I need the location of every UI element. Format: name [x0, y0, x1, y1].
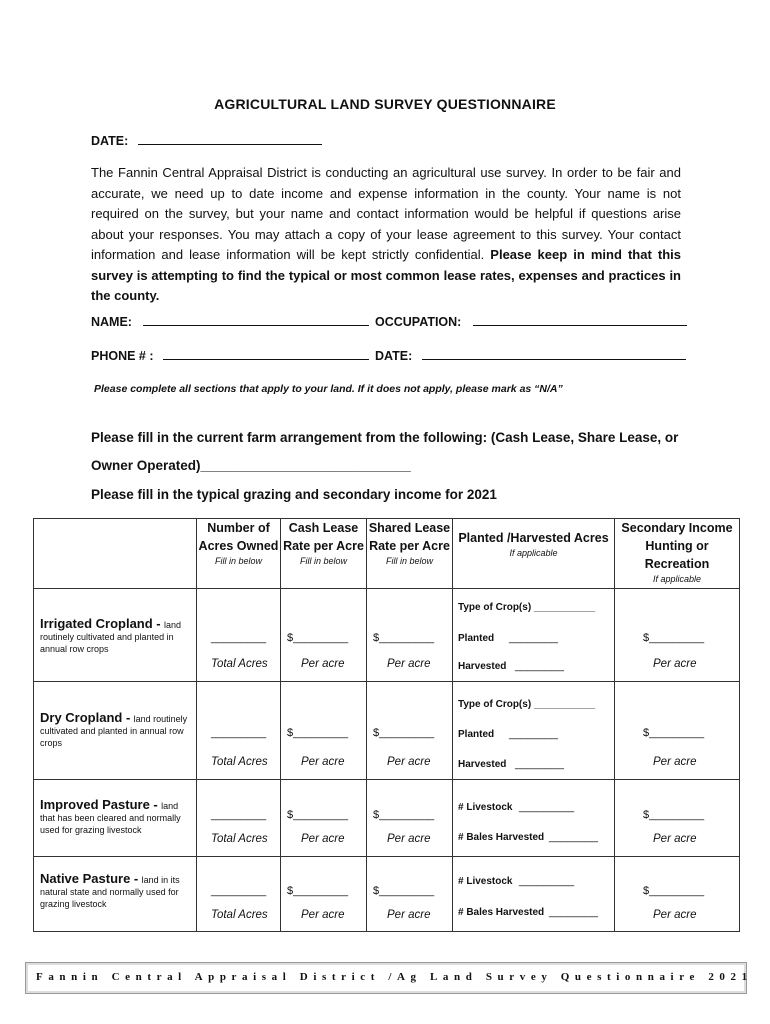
type-of-crops[interactable]: Type of Crop(s) ___________	[458, 602, 596, 613]
secondary-blank[interactable]: $_________	[643, 885, 705, 897]
row-label-cell	[34, 780, 197, 857]
secondary-cell[interactable]	[615, 589, 740, 682]
header-planted-label: Planted /Harvested Acres	[458, 531, 609, 545]
survey-table	[33, 518, 740, 932]
bales-label: # Bales Harvested	[458, 832, 545, 843]
bales-label: # Bales Harvested	[458, 907, 545, 918]
arrangement-instruction-line2[interactable]: Owner Operated)____________________________	[91, 458, 411, 473]
harvested-label: Harvested	[458, 759, 507, 770]
total-acres-label: Total Acres	[211, 833, 268, 845]
row-title-inline: land	[161, 801, 179, 811]
phone-field[interactable]	[91, 348, 369, 363]
livestock-blank[interactable]: _________	[519, 801, 575, 813]
shared-cell[interactable]	[367, 682, 453, 780]
per-acre-label: Per acre	[653, 909, 697, 921]
cash-cell[interactable]	[281, 589, 367, 682]
header-cash	[281, 519, 367, 589]
occupation-field[interactable]	[375, 314, 687, 329]
cash-cell[interactable]	[281, 780, 367, 857]
arrangement-instruction: Please fill in the current farm arrangement from the following: (Cash Lease, Share Lease, or	[91, 430, 679, 445]
total-acres-label: Total Acres	[211, 658, 268, 670]
shared-blank[interactable]: $_________	[373, 809, 435, 821]
row-title-inline: land in its	[141, 875, 180, 885]
intro-paragraph	[91, 163, 681, 307]
planted-blank[interactable]: ________	[509, 728, 558, 740]
header-secondary-label: Secondary Income Hunting or Recreation	[621, 521, 733, 571]
acres-blank[interactable]: _________	[211, 632, 267, 644]
intro-text: The Fannin Central Appraisal District is conducting an agricultural use survey. In order to be fair and accurate, we need up to date income and expense information in the county. Your name is not required on the survey, but your name and contact information would be helpful if questions arise about your responses. You may attach a copy of your lease agreement to this survey. Your contact information and lease information will be kept strictly confidential.	[91, 165, 681, 262]
secondary-cell[interactable]	[615, 857, 740, 932]
cash-blank[interactable]: $_________	[287, 809, 349, 821]
row-label-cell	[34, 589, 197, 682]
acres-blank[interactable]: _________	[211, 727, 267, 739]
livestock-blank[interactable]: _________	[519, 875, 575, 887]
harvested-blank[interactable]: ________	[515, 758, 564, 770]
shared-blank[interactable]: $_________	[373, 632, 435, 644]
survey-date-field[interactable]	[91, 133, 322, 148]
total-acres-label: Total Acres	[211, 909, 268, 921]
table-row	[34, 857, 740, 932]
header-planted-sub: If applicable	[509, 548, 558, 558]
date-field[interactable]	[375, 348, 686, 363]
acres-cell[interactable]	[197, 682, 281, 780]
acres-blank[interactable]: _________	[211, 809, 267, 821]
phone-label: PHONE # :	[91, 349, 154, 363]
row-title: Improved Pasture -	[40, 797, 158, 812]
shared-cell[interactable]	[367, 780, 453, 857]
shared-blank[interactable]: $_________	[373, 885, 435, 897]
header-cash-label: Cash Lease Rate per Acre	[283, 521, 364, 553]
secondary-cell[interactable]	[615, 780, 740, 857]
per-acre-label: Per acre	[387, 658, 431, 670]
planted-cell[interactable]	[453, 589, 615, 682]
acres-cell[interactable]	[197, 780, 281, 857]
footer-text: Fannin Central Appraisal District /Ag Land Survey Questionnaire 2021	[36, 971, 753, 983]
per-acre-label: Per acre	[653, 756, 697, 768]
per-acre-label: Per acre	[387, 833, 431, 845]
header-blank	[34, 519, 197, 589]
date2-label: DATE:	[375, 349, 413, 363]
header-shared-label: Shared Lease Rate per Acre	[368, 521, 451, 553]
acres-cell[interactable]	[197, 589, 281, 682]
header-acres-label: Number of Acres Owned	[198, 521, 279, 553]
row-title: Native Pasture -	[40, 871, 139, 886]
header-acres	[197, 519, 281, 589]
planted-label: Planted	[458, 729, 495, 740]
planted-cell[interactable]	[453, 682, 615, 780]
cash-cell[interactable]	[281, 682, 367, 780]
row-label-cell	[34, 857, 197, 932]
page-footer	[25, 962, 753, 994]
bales-blank[interactable]: ________	[549, 906, 598, 918]
header-shared	[367, 519, 453, 589]
per-acre-label: Per acre	[653, 658, 697, 670]
per-acre-label: Per acre	[301, 756, 345, 768]
planted-cell[interactable]	[453, 780, 615, 857]
per-acre-label: Per acre	[387, 909, 431, 921]
secondary-blank[interactable]: $_________	[643, 632, 705, 644]
instruction-note: Please complete all sections that apply to your land. If it does not apply, please mark as “N/A”	[94, 383, 563, 395]
secondary-cell[interactable]	[615, 682, 740, 780]
planted-cell[interactable]	[453, 857, 615, 932]
livestock-label: # Livestock	[458, 876, 513, 887]
total-acres-label: Total Acres	[211, 756, 268, 768]
date2-blank[interactable]	[422, 348, 686, 360]
header-row	[34, 519, 740, 589]
page-title: AGRICULTURAL LAND SURVEY QUESTIONNAIRE	[214, 96, 556, 112]
harvested-blank[interactable]: ________	[515, 660, 564, 672]
row-title: Dry Cropland -	[40, 710, 131, 725]
name-blank[interactable]	[143, 314, 369, 326]
per-acre-label: Per acre	[301, 658, 345, 670]
shared-blank[interactable]: $_________	[373, 727, 435, 739]
occupation-blank[interactable]	[473, 314, 687, 326]
header-cash-sub: Fill in below	[299, 556, 348, 566]
acres-blank[interactable]: _________	[211, 885, 267, 897]
phone-blank[interactable]	[163, 348, 369, 360]
header-planted	[453, 519, 615, 589]
row-description: cultivated and planted in annual row crops	[40, 726, 184, 748]
date-label: DATE:	[91, 134, 129, 148]
header-acres-sub: Fill in below	[214, 556, 263, 566]
per-acre-label: Per acre	[301, 909, 345, 921]
cash-blank[interactable]: $_________	[287, 727, 349, 739]
livestock-label: # Livestock	[458, 802, 513, 813]
harvested-label: Harvested	[458, 661, 507, 672]
header-shared-sub: Fill in below	[385, 556, 434, 566]
table-row	[34, 589, 740, 682]
planted-label: Planted	[458, 633, 495, 644]
intro-bold-text: Please keep in mind that this survey is attempting to find the typical or most common lease rates, expenses and practices in the county.	[91, 247, 681, 303]
cash-blank[interactable]: $_________	[287, 885, 349, 897]
table-row	[34, 682, 740, 780]
secondary-blank[interactable]: $_________	[643, 727, 705, 739]
header-secondary	[615, 519, 740, 589]
per-acre-label: Per acre	[301, 833, 345, 845]
shared-cell[interactable]	[367, 857, 453, 932]
bales-blank[interactable]: ________	[549, 831, 598, 843]
acres-cell[interactable]	[197, 857, 281, 932]
secondary-blank[interactable]: $_________	[643, 809, 705, 821]
row-title: Irrigated Cropland -	[40, 616, 161, 631]
planted-blank[interactable]: ________	[509, 632, 558, 644]
name-label: NAME:	[91, 315, 132, 329]
row-description: natural state and normally used for grazing livestock	[40, 887, 179, 909]
per-acre-label: Per acre	[653, 833, 697, 845]
cash-blank[interactable]: $_________	[287, 632, 349, 644]
grazing-instruction: Please fill in the typical grazing and secondary income for 2021	[91, 487, 497, 502]
row-description: that has been cleared and normally used for grazing livestock	[40, 813, 181, 835]
row-description: routinely cultivated and planted in annual row crops	[40, 632, 174, 654]
row-title-inline: land	[163, 620, 181, 630]
row-title-inline: land routinely	[133, 714, 188, 724]
per-acre-label: Per acre	[387, 756, 431, 768]
header-secondary-sub: If applicable	[652, 574, 702, 584]
type-of-crops[interactable]: Type of Crop(s) ___________	[458, 699, 596, 710]
date-blank[interactable]	[138, 133, 322, 145]
name-field[interactable]	[91, 314, 369, 329]
occupation-label: OCCUPATION:	[375, 315, 462, 329]
shared-cell[interactable]	[367, 589, 453, 682]
table-row	[34, 780, 740, 857]
row-label-cell	[34, 682, 197, 780]
cash-cell[interactable]	[281, 857, 367, 932]
